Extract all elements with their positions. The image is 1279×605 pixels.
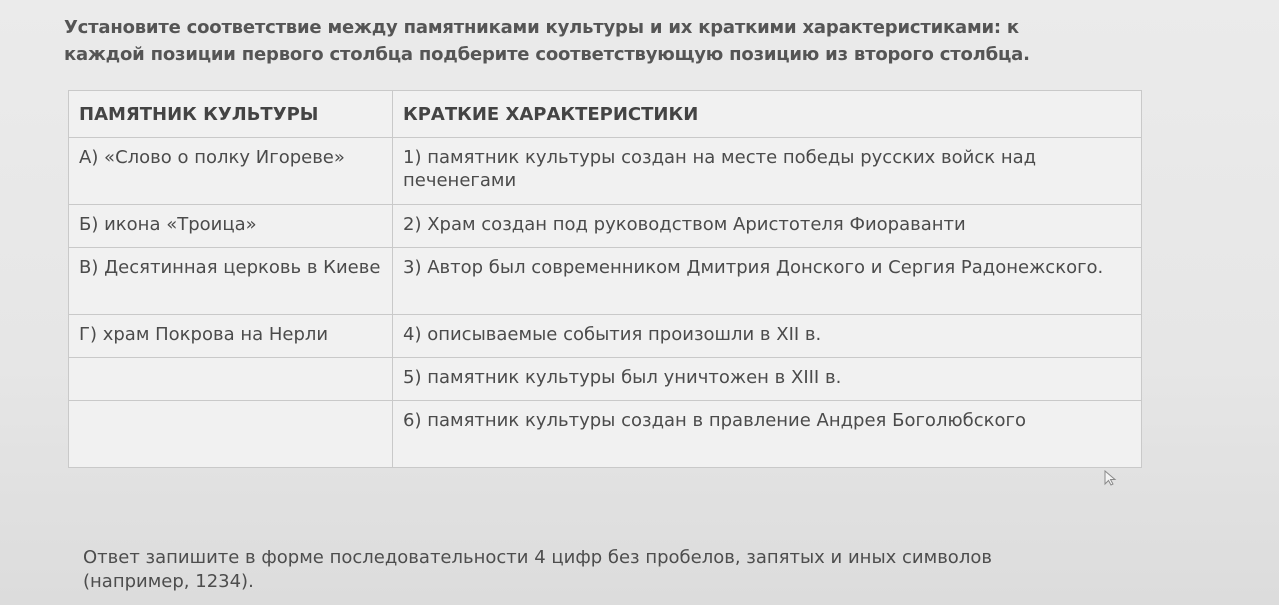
header-characteristics: КРАТКИЕ ХАРАКТЕРИСТИКИ: [393, 91, 1142, 138]
task-line-1: Установите соответствие между памятниками культуры и их краткими характеристиками: к: [64, 17, 1019, 38]
answer-instruction: [83, 546, 1143, 594]
table-header-row: [69, 91, 1142, 138]
monument-cell: А) «Слово о полку Игореве»: [69, 138, 393, 205]
mouse-pointer-icon: [1103, 470, 1117, 486]
table-row: [69, 358, 1142, 401]
answer-line-1: Ответ запишите в форме последовательности 4 цифр без пробелов, запятых и иных символов: [83, 547, 992, 568]
characteristic-cell: 4) описываемые события произошли в XII в.: [393, 315, 1142, 358]
characteristic-cell: 3) Автор был современником Дмитрия Донского и Сергия Радонежского.: [393, 248, 1142, 315]
monument-cell-empty: [69, 358, 393, 401]
characteristic-cell: 5) памятник культуры был уничтожен в XIII в.: [393, 358, 1142, 401]
characteristic-cell: 1) памятник культуры создан на месте победы русских войск над печенегами: [393, 138, 1142, 205]
table-row: [69, 315, 1142, 358]
table-row: [69, 138, 1142, 205]
monument-cell: В) Десятинная церковь в Киеве: [69, 248, 393, 315]
characteristic-cell: 6) памятник культуры создан в правление Андрея Боголюбского: [393, 401, 1142, 468]
monument-cell: Б) икона «Троица»: [69, 205, 393, 248]
task-line-2: каждой позиции первого столбца подберите соответствующую позицию из второго столбца.: [64, 44, 1030, 65]
answer-line-2: (например, 1234).: [83, 571, 254, 592]
header-monument: ПАМЯТНИК КУЛЬТУРЫ: [69, 91, 393, 138]
table-row: [69, 401, 1142, 468]
table-row: [69, 205, 1142, 248]
matching-table: [68, 90, 1142, 468]
task-instruction: [64, 14, 1144, 68]
monument-cell: Г) храм Покрова на Нерли: [69, 315, 393, 358]
table-row: [69, 248, 1142, 315]
monument-cell-empty: [69, 401, 393, 468]
characteristic-cell: 2) Храм создан под руководством Аристотеля Фиораванти: [393, 205, 1142, 248]
